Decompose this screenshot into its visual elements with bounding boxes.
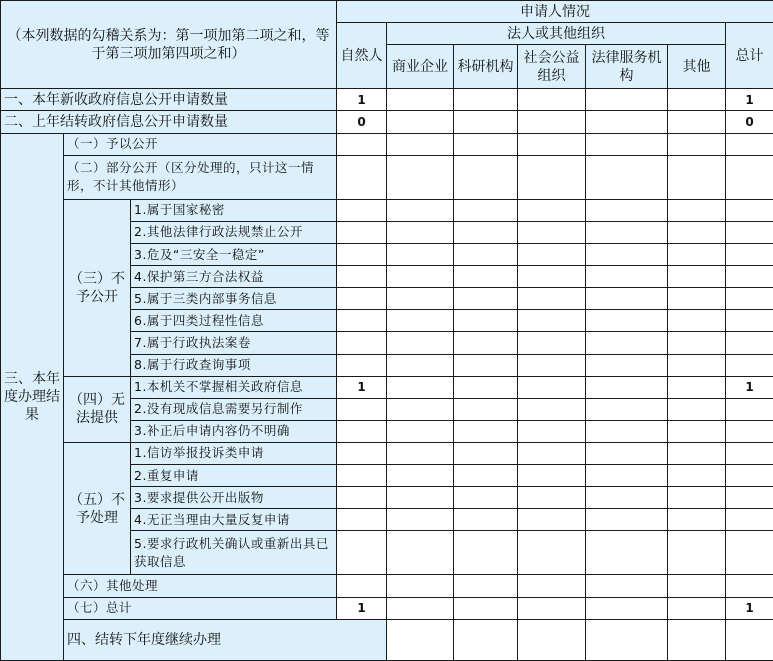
empty-cell	[387, 133, 454, 155]
empty-cell	[454, 221, 518, 243]
empty-cell	[668, 133, 726, 155]
empty-cell	[726, 332, 773, 354]
empty-cell	[337, 442, 387, 464]
empty-cell	[668, 487, 726, 509]
empty-cell	[518, 111, 586, 133]
empty-cell	[337, 464, 387, 486]
empty-cell	[454, 288, 518, 310]
empty-cell	[518, 487, 586, 509]
empty-cell	[586, 575, 668, 597]
empty-cell	[586, 619, 668, 660]
empty-cell	[586, 509, 668, 531]
s2-label: （二）部分公开（区分处理的，只计这一情形，不计其他情形）	[64, 155, 337, 199]
empty-cell	[668, 420, 726, 442]
empty-cell	[668, 398, 726, 420]
empty-cell	[518, 310, 586, 332]
empty-cell	[586, 133, 668, 155]
empty-cell	[586, 420, 668, 442]
s3-item: 2.其他法律行政法规禁止公开	[131, 221, 337, 243]
empty-cell	[454, 487, 518, 509]
empty-cell	[518, 442, 586, 464]
empty-cell	[586, 531, 668, 575]
empty-cell	[586, 487, 668, 509]
empty-cell	[454, 89, 518, 111]
empty-cell	[668, 354, 726, 376]
empty-cell	[387, 155, 454, 199]
empty-cell	[454, 464, 518, 486]
empty-cell	[586, 310, 668, 332]
empty-cell	[726, 244, 773, 266]
empty-cell	[668, 332, 726, 354]
empty-cell	[518, 244, 586, 266]
empty-cell	[726, 199, 773, 221]
empty-cell	[518, 531, 586, 575]
empty-cell	[387, 442, 454, 464]
empty-cell	[387, 111, 454, 133]
s5-item: 1.信访举报投诉类申请	[131, 442, 337, 464]
empty-cell	[387, 310, 454, 332]
row2-natural: 0	[337, 111, 387, 133]
empty-cell	[518, 354, 586, 376]
header-research: 科研机构	[454, 45, 518, 89]
empty-cell	[387, 221, 454, 243]
empty-cell	[518, 597, 586, 619]
empty-cell	[586, 244, 668, 266]
header-legal-service: 法律服务机构	[586, 45, 668, 89]
header-commercial: 商业企业	[387, 45, 454, 89]
s5-item: 3.要求提供公开出版物	[131, 487, 337, 509]
empty-cell	[387, 531, 454, 575]
empty-cell	[337, 199, 387, 221]
empty-cell	[586, 155, 668, 199]
empty-cell	[518, 464, 586, 486]
empty-cell	[668, 442, 726, 464]
empty-cell	[668, 531, 726, 575]
empty-cell	[726, 266, 773, 288]
empty-cell	[518, 133, 586, 155]
empty-cell	[454, 420, 518, 442]
empty-cell	[668, 464, 726, 486]
empty-cell	[668, 575, 726, 597]
empty-cell	[387, 376, 454, 398]
empty-cell	[518, 398, 586, 420]
empty-cell	[668, 376, 726, 398]
row4-label: 四、结转下年度继续办理	[64, 619, 387, 660]
empty-cell	[726, 155, 773, 199]
empty-cell	[454, 266, 518, 288]
row1-label: 一、本年新收政府信息公开申请数量	[1, 89, 337, 111]
empty-cell	[387, 398, 454, 420]
empty-cell	[518, 575, 586, 597]
empty-cell	[586, 597, 668, 619]
empty-cell	[726, 619, 773, 660]
empty-cell	[387, 464, 454, 486]
empty-cell	[726, 221, 773, 243]
empty-cell	[454, 244, 518, 266]
s1-label: （一）予以公开	[64, 133, 337, 155]
empty-cell	[337, 221, 387, 243]
empty-cell	[337, 509, 387, 531]
empty-cell	[586, 89, 668, 111]
row2-total: 0	[726, 111, 773, 133]
empty-cell	[387, 487, 454, 509]
header-other: 其他	[668, 45, 726, 89]
s3-item: 1.属于国家秘密	[131, 199, 337, 221]
empty-cell	[586, 199, 668, 221]
empty-cell	[518, 619, 586, 660]
empty-cell	[726, 464, 773, 486]
empty-cell	[387, 354, 454, 376]
empty-cell	[518, 221, 586, 243]
empty-cell	[387, 266, 454, 288]
empty-cell	[387, 288, 454, 310]
empty-cell	[387, 332, 454, 354]
empty-cell	[518, 420, 586, 442]
empty-cell	[454, 354, 518, 376]
empty-cell	[337, 398, 387, 420]
empty-cell	[518, 199, 586, 221]
empty-cell	[518, 288, 586, 310]
empty-cell	[337, 420, 387, 442]
empty-cell	[518, 509, 586, 531]
empty-cell	[337, 354, 387, 376]
row2-label: 二、上年结转政府信息公开申请数量	[1, 111, 337, 133]
empty-cell	[454, 619, 518, 660]
empty-cell	[387, 619, 454, 660]
empty-cell	[586, 376, 668, 398]
empty-cell	[668, 89, 726, 111]
empty-cell	[586, 442, 668, 464]
row1-total: 1	[726, 89, 773, 111]
section3-label: 三、本年度办理结果	[1, 133, 64, 660]
empty-cell	[518, 89, 586, 111]
empty-cell	[726, 487, 773, 509]
empty-cell	[387, 199, 454, 221]
empty-cell	[454, 111, 518, 133]
empty-cell	[668, 111, 726, 133]
s5-item: 4.无正当理由大量反复申请	[131, 509, 337, 531]
empty-cell	[668, 199, 726, 221]
s4-item: 1.本机关不掌握相关政府信息	[131, 376, 337, 398]
empty-cell	[454, 531, 518, 575]
header-total: 总计	[726, 23, 773, 89]
s7-label: （七）总计	[64, 597, 337, 619]
empty-cell	[454, 332, 518, 354]
header-social: 社会公益组织	[518, 45, 586, 89]
empty-cell	[337, 575, 387, 597]
empty-cell	[668, 597, 726, 619]
empty-cell	[668, 509, 726, 531]
empty-cell	[586, 332, 668, 354]
empty-cell	[387, 597, 454, 619]
empty-cell	[726, 310, 773, 332]
s5-item: 5.要求行政机关确认或重新出具已获取信息	[131, 531, 337, 575]
header-legal-group: 法人或其他组织	[387, 23, 726, 45]
empty-cell	[668, 221, 726, 243]
empty-cell	[586, 398, 668, 420]
empty-cell	[726, 398, 773, 420]
empty-cell	[668, 266, 726, 288]
empty-cell	[387, 244, 454, 266]
s4-item1-natural: 1	[337, 376, 387, 398]
empty-cell	[387, 420, 454, 442]
empty-cell	[454, 133, 518, 155]
empty-cell	[668, 288, 726, 310]
empty-cell	[454, 597, 518, 619]
empty-cell	[454, 199, 518, 221]
empty-cell	[586, 266, 668, 288]
empty-cell	[668, 244, 726, 266]
s5-label: （五）不予处理	[64, 442, 131, 575]
s6-label: （六）其他处理	[64, 575, 337, 597]
s3-item: 4.保护第三方合法权益	[131, 266, 337, 288]
s3-item: 6.属于四类过程性信息	[131, 310, 337, 332]
empty-cell	[726, 509, 773, 531]
empty-cell	[518, 376, 586, 398]
empty-cell	[454, 509, 518, 531]
empty-cell	[337, 244, 387, 266]
empty-cell	[668, 310, 726, 332]
row1-natural: 1	[337, 89, 387, 111]
s3-item: 3.危及“三安全一稳定”	[131, 244, 337, 266]
empty-cell	[668, 619, 726, 660]
empty-cell	[454, 155, 518, 199]
empty-cell	[518, 155, 586, 199]
empty-cell	[454, 310, 518, 332]
header-natural-person: 自然人	[337, 23, 387, 89]
empty-cell	[726, 354, 773, 376]
s3-item: 5.属于三类内部事务信息	[131, 288, 337, 310]
s4-item: 3.补正后申请内容仍不明确	[131, 420, 337, 442]
empty-cell	[337, 332, 387, 354]
s3-item: 7.属于行政执法案卷	[131, 332, 337, 354]
empty-cell	[454, 376, 518, 398]
empty-cell	[387, 89, 454, 111]
empty-cell	[337, 531, 387, 575]
empty-cell	[454, 398, 518, 420]
s3-item: 8.属于行政查询事项	[131, 354, 337, 376]
header-applicant-group: 申请人情况	[337, 1, 773, 23]
empty-cell	[726, 288, 773, 310]
empty-cell	[586, 464, 668, 486]
empty-cell	[387, 575, 454, 597]
s4-item: 2.没有现成信息需要另行制作	[131, 398, 337, 420]
empty-cell	[726, 442, 773, 464]
empty-cell	[726, 531, 773, 575]
s3-label: （三）不予公开	[64, 199, 131, 376]
empty-cell	[337, 133, 387, 155]
empty-cell	[337, 155, 387, 199]
empty-cell	[586, 221, 668, 243]
s5-item: 2.重复申请	[131, 464, 337, 486]
empty-cell	[337, 487, 387, 509]
empty-cell	[668, 155, 726, 199]
empty-cell	[586, 111, 668, 133]
header-note: （本列数据的勾稽关系为：第一项加第二项之和，等于第三项加第四项之和）	[1, 1, 337, 89]
empty-cell	[586, 354, 668, 376]
empty-cell	[726, 575, 773, 597]
s4-item1-total: 1	[726, 376, 773, 398]
empty-cell	[518, 266, 586, 288]
empty-cell	[726, 133, 773, 155]
empty-cell	[518, 332, 586, 354]
empty-cell	[337, 288, 387, 310]
empty-cell	[387, 509, 454, 531]
empty-cell	[454, 442, 518, 464]
s7-total: 1	[726, 597, 773, 619]
empty-cell	[726, 420, 773, 442]
empty-cell	[337, 266, 387, 288]
empty-cell	[586, 288, 668, 310]
s4-label: （四）无法提供	[64, 376, 131, 442]
s7-natural: 1	[337, 597, 387, 619]
empty-cell	[337, 310, 387, 332]
empty-cell	[454, 575, 518, 597]
